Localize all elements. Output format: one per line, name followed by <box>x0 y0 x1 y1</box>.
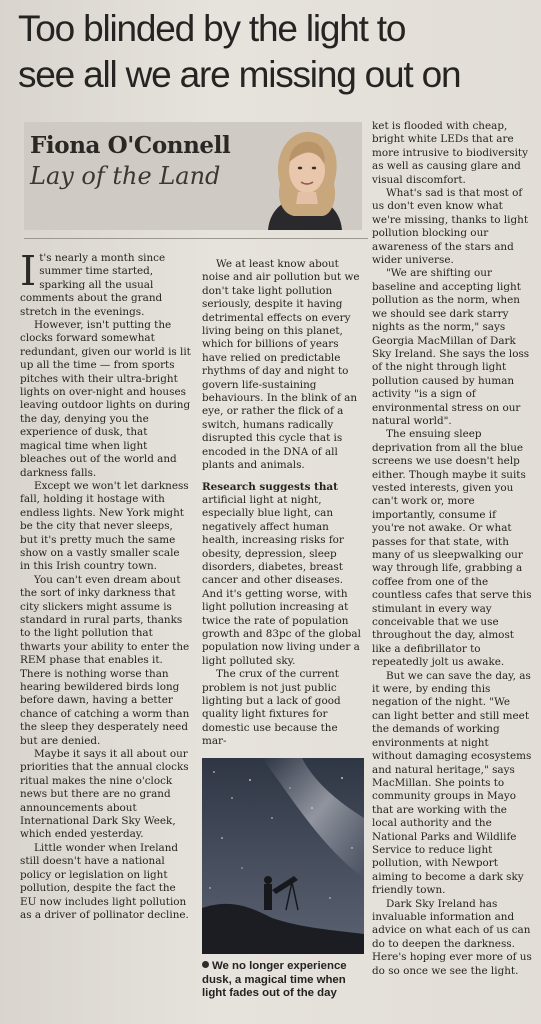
night-sky-photo <box>202 758 364 954</box>
headline-line-1: Too blinded by the light to <box>18 8 406 49</box>
paragraph: But we can save the day, as it were, by ending this negation of the night. "We can light better and still meet the demands of working environments at night without damaging ecosystems and natural heritage," says MacMillan. She points to community groups in Mayo that are working with the local authority and the National Parks and Wildlife Service to reduce light pollution, with Newport aiming to become a dark sky friendly town. <box>372 669 532 897</box>
caption-bullet <box>202 961 209 968</box>
paragraph: The crux of the current problem is not just public lighting but a lack of good quality light fixtures for domestic use because the mar- <box>202 668 341 748</box>
bold-lead-in: Research suggests that <box>202 480 338 493</box>
paragraph: "We are shifting our baseline and accepting light pollution as the norm, when we should see dark starry nights as the norm," says Georgia MacMillan of Dark Sky Ireland. She says the loss of the night through light pollution caused by human activity "is a sign of environmental stress on our natural world". <box>372 267 530 427</box>
paragraph-text: t's nearly a month since summer time started, sparking all the usual comments about the grand stretch in the evenings. <box>20 252 166 318</box>
photo-caption <box>202 960 366 1001</box>
paragraph: Dark Sky Ireland has invaluable information and advice on what each of us can do to deepen the darkness. Here's hoping ever more of us do so once we see the light. <box>372 897 532 977</box>
paragraph: Maybe it says it all about our priorities that the annual clocks ritual makes the nine o'clock news but there are no grand announcements about International Dark Sky Week, which ended yesterday. <box>20 748 189 841</box>
drop-cap: I <box>20 247 37 295</box>
paragraph: Except we won't let darkness fall, holding it hostage with endless lights. New York might be the city that never sleeps, but it's pretty much the same show on a vastly smaller scale in this Irish country town. <box>20 479 189 573</box>
caption-text: We no longer experience dusk, a magical time when light fades out of the day <box>202 960 347 1000</box>
byline-rule <box>24 238 368 239</box>
paragraph-text: artificial light at night, especially blue light, can negatively affect human health, increasing risks for obesity, depression, sleep disorders, diabetes, breast cancer and other diseases. And it's getting worse, with light pollution increasing at twice the rate of population growth and 83pc of the global population now living under a light polluted sky. <box>202 493 361 667</box>
article-column-1 <box>20 247 192 922</box>
column-title: Lay of the Land <box>30 162 221 190</box>
paragraph: Little wonder when Ireland still doesn't have a national policy or legislation on light pollution, despite the fact the EU now includes light pollution as a driver of pollinator decline. <box>20 841 189 921</box>
paragraph: We at least know about noise and air pollution but we don't take light pollution seriously, despite it having detrimental effects on every living being on this planet, which for billions of years have relied on predictable rhythms of day and night to govern life-sustaining behaviours. In the blink of an eye, or rather the flick of a switch, humans radically disrupted this cycle that is encoded in the DNA of all plants and animals. <box>202 258 360 472</box>
paragraph: What's sad is that most of us don't even know what we're missing, thanks to light pollution blocking our awareness of the stars and wider universe. <box>372 187 529 267</box>
headline <box>18 6 528 98</box>
paragraph: The ensuing sleep deprivation from all the blue screens we use doesn't help either. Though maybe it suits vested interests, given you can't work or, more importantly, consume if you're not awake. Or what passes for that state, with many of us sleepwalking our way through life, grabbing a coffee from one of the countless cafes that serve this stimulant in every way conceivable that we use throughout the day, almost like a defibrillator to repeatedly jolt us awake. <box>372 428 532 669</box>
author-name: Fiona O'Connell <box>30 132 231 159</box>
article-column-2 <box>202 258 362 749</box>
paragraph: You can't even dream about the sort of inky darkness that city slickers might assume is standard in rural parts, thanks to the light pollution that thwarts your ability to enter the REM phase that enables it. There is nothing worse than hearing bewildered birds long before dawn, having a better chance of catching a worm than the sleep they desperately need but are denied. <box>20 573 190 747</box>
headline-line-2: see all we are missing out on <box>18 54 461 95</box>
paragraph: However, isn't putting the clocks forward somewhat redundant, given our world is lit up all the time — from sports pitches with their ultra-bright lights on over-night and houses leaving outdoor lights on during the day, denying you the experience of dusk, that magical time when light bleaches out of the world and darkness falls. <box>20 319 191 479</box>
paragraph: ket is flooded with cheap, bright white LEDs that are more intrusive to biodiversity as well as causing glare and visual discomfort. <box>372 120 528 186</box>
article-column-3 <box>372 120 532 978</box>
paragraph <box>20 247 192 319</box>
paragraph <box>202 481 362 669</box>
author-portrait <box>250 124 360 230</box>
